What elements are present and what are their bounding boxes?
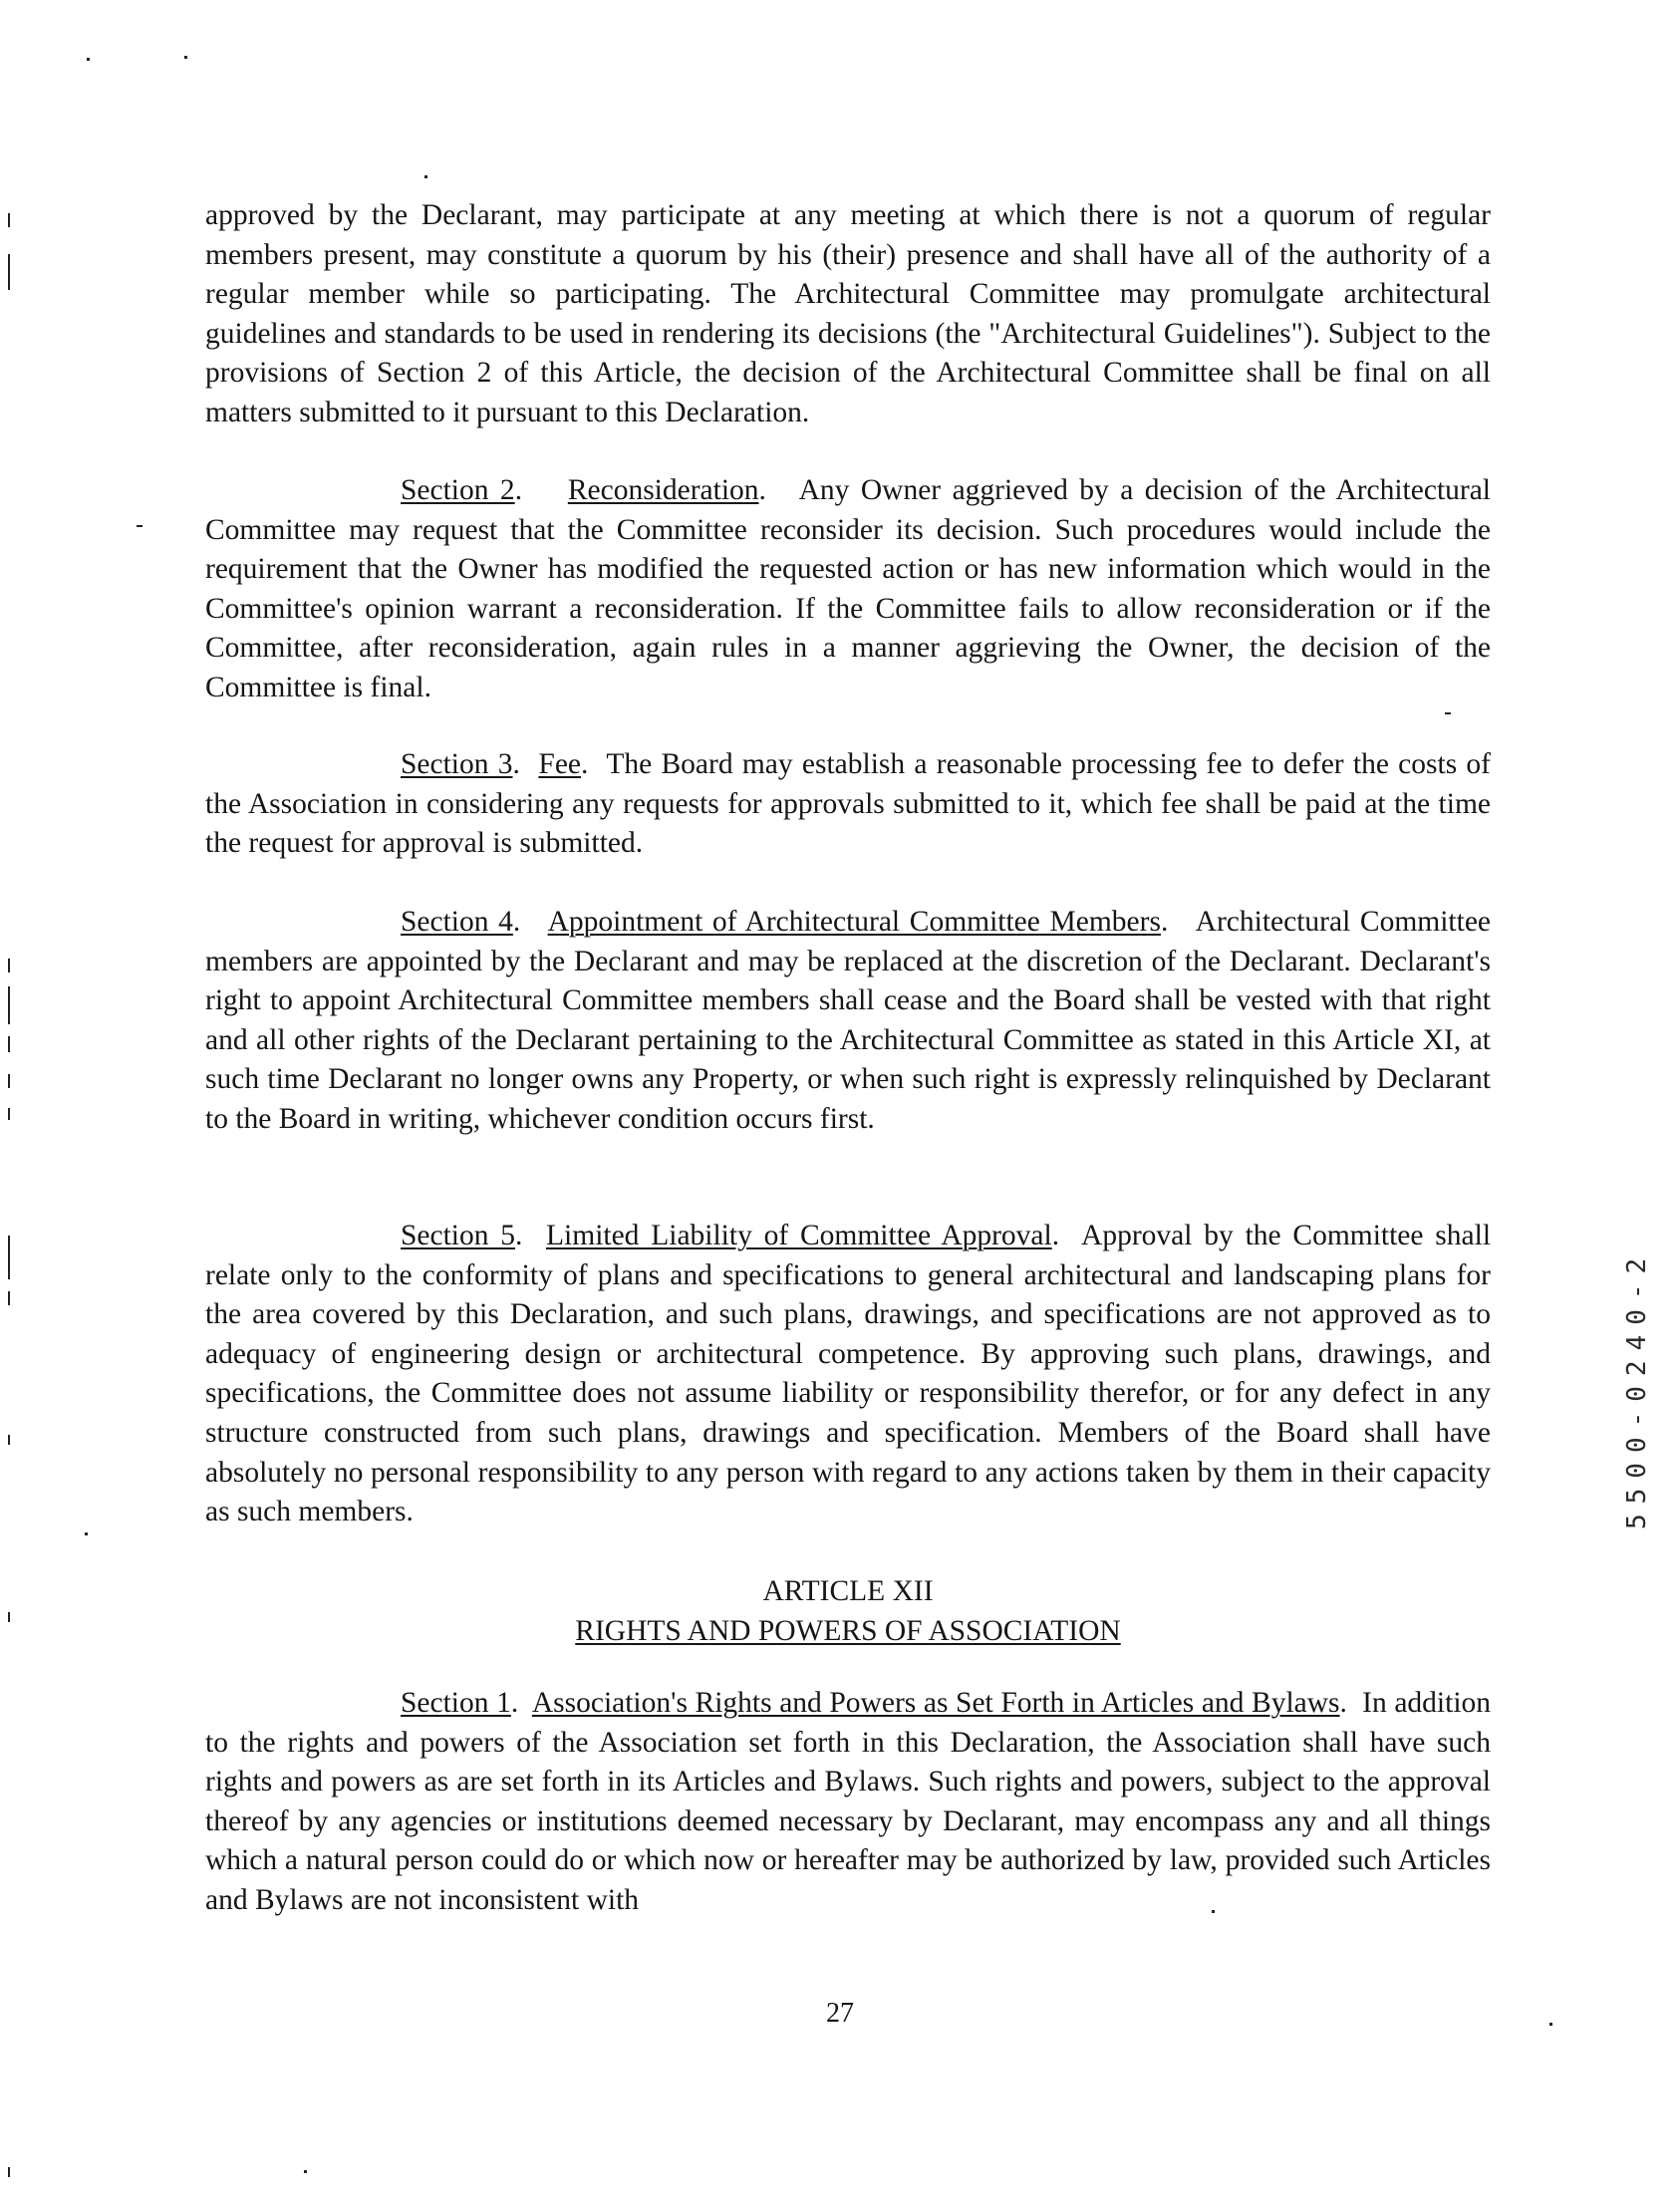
scan-mark xyxy=(8,213,10,227)
section-text: In addition to the rights and powers of the Association set forth in this Declaration, the Association shall have such rights and powers as are set forth in its Articles and Bylaws. Such rights and powers, subject to the approval thereof by any agencies or institutions deemed necessary by Declarant, may encompass any and all things which a natural person could do or which now or hereafter may be authorized by law, provided such Articles and Bylaws are not inconsistent with xyxy=(205,1687,1492,1916)
section-label: Section 1 xyxy=(401,1687,511,1719)
scan-mark xyxy=(8,1036,10,1052)
section-label: Section 2 xyxy=(401,474,515,506)
scan-mark xyxy=(1212,1910,1215,1913)
scan-mark xyxy=(87,58,90,61)
scan-mark xyxy=(8,986,10,1024)
scan-mark xyxy=(184,56,187,59)
scan-mark xyxy=(8,1074,10,1088)
article-section-1-paragraph: Section 1. Association's Rights and Powers as Set Forth in Articles and Bylaws. In addition to the rights and powers of the Association set forth in this Declaration, the Association shall have such rights and powers as are set forth in its Articles and Bylaws. Such rights and powers, subject to the approval thereof by any agencies or institutions deemed necessary by Declarant, may encompass any and all things which a natural person could do or which now or hereafter may be authorized by law, provided such Articles and Bylaws are not inconsistent with xyxy=(205,1687,1492,1916)
section-label: Section 5 xyxy=(401,1220,516,1251)
section-title: Fee xyxy=(538,748,581,780)
section-title: Limited Liability of Committee Approval xyxy=(546,1220,1052,1251)
scan-mark xyxy=(8,959,10,972)
side-stamp-number xyxy=(1614,1181,1654,1529)
scan-mark xyxy=(1549,2023,1552,2026)
article-number: ARTICLE XII xyxy=(762,1575,934,1607)
section-label: Section 4 xyxy=(401,906,513,938)
section-title: Appointment of Architectural Committee Members xyxy=(547,906,1161,938)
page-number: 27 xyxy=(826,1998,854,2029)
section-text: Approval by the Committee shall relate only to the conformity of plans and specifications to general architectural and landscaping plans for the area covered by this Declaration, and such plans, drawings, and specifications are not approved as to adequacy of engineering design or architectural competence. By approving such plans, drawings, and specifications, the Committee does not assume liability or responsibility therefor, or for any defect in any structure constructed from such plans, drawings and specification. Members of the Board shall have absolutely no personal responsibility to any person with regard to any actions taken by them in their capacity as such members. xyxy=(205,1220,1492,1528)
section-label: Section 3 xyxy=(401,748,513,780)
scan-mark xyxy=(8,1236,10,1279)
scan-mark xyxy=(8,254,10,290)
scan-mark xyxy=(8,1108,10,1120)
scan-mark xyxy=(85,1532,88,1535)
scan-mark xyxy=(8,1612,10,1622)
scan-mark xyxy=(304,2170,307,2173)
scan-mark xyxy=(1445,712,1451,714)
article-title-text: RIGHTS AND POWERS OF ASSOCIATION xyxy=(575,1615,1121,1647)
side-stamp-text: 5500-0240-2 xyxy=(1622,1247,1652,1529)
scan-mark xyxy=(8,1291,10,1305)
scan-mark xyxy=(137,525,142,527)
scan-mark xyxy=(8,2167,10,2177)
section-title: Reconsideration xyxy=(567,474,759,506)
section-3-paragraph: Section 3. Fee. The Board may establish a reasonable processing fee to defer the costs of the Association in considering any requests for approvals submitted to it, which fee shall be paid at the time the request for approval is submitted. xyxy=(205,748,1492,860)
article-title xyxy=(205,1611,1491,1651)
section-4-paragraph: Section 4. Appointment of Architectural Committee Members. Architectural Committee members are appointed by the Declarant and may be replaced at the discretion of the Declarant. Declarant's right to appoint Architectural Committee members shall cease and the Board shall be vested with that right and all other rights of the Declarant pertaining to the Architectural Committee as stated in this Article XI, at such time Declarant no longer owns any Property, or when such right is expressly relinquished by Declarant to the Board in writing, whichever condition occurs first. xyxy=(205,906,1492,1135)
paragraph-continuation xyxy=(205,196,1491,433)
section-5-paragraph: Section 5. Limited Liability of Committee Approval. Approval by the Committee shall relate only to the conformity of plans and specifications to general architectural and landscaping plans for the area covered by this Declaration, and such plans, drawings, and specifications are not approved as to adequacy of engineering design or architectural competence. By approving such plans, drawings, and specifications, the Committee does not assume liability or responsibility therefor, or for any defect in any structure constructed from such plans, drawings and specification. Members of the Board shall have absolutely no personal responsibility to any person with regard to any actions taken by them in their capacity as such members. xyxy=(205,1220,1492,1528)
section-2-paragraph: Section 2. Reconsideration. Any Owner aggrieved by a decision of the Architectural Committee may request that the Committee reconsider its decision. Such procedures would include the requirement that the Owner has modified the requested action or has new information which would in the Committee's opinion warrant a reconsideration. If the Committee fails to allow reconsideration or if the Committee, after reconsideration, again rules in a manner aggrieving the Owner, the decision of the Committee is final. xyxy=(205,474,1492,703)
scan-mark xyxy=(8,1435,10,1445)
section-text: The Board may establish a reasonable processing fee to defer the costs of the Association in considering any requests for approvals submitted to it, which fee shall be paid at the time the request for approval is submitted. xyxy=(205,748,1492,860)
paragraph-text: approved by the Declarant, may participate at any meeting at which there is not a quorum of regular members present, may constitute a quorum by his (their) presence and shall have all of the authority of a regular member while so participating. The Architectural Committee may promulgate architectural guidelines and standards to be used in rendering its decisions (the "Architectural Guidelines"). Subject to the provisions of Section 2 of this Article, the decision of the Architectural Committee shall be final on all matters submitted to it pursuant to this Declaration. xyxy=(205,199,1491,428)
section-title: Association's Rights and Powers as Set Forth in Articles and Bylaws xyxy=(531,1687,1340,1719)
section-text: Architectural Committee members are appointed by the Declarant and may be replaced at the discretion of the Declarant. Declarant's right to appoint Architectural Committee members shall cease and the Board shall be vested with that right and all other rights of the Declarant pertaining to the Architectural Committee as stated in this Article XI, at such time Declarant no longer owns any Property, or when such right is expressly relinquished by Declarant to the Board in writing, whichever condition occurs first. xyxy=(205,906,1492,1135)
section-text: Any Owner aggrieved by a decision of the Architectural Committee may request that the Committee reconsider its decision. Such procedures would include the requirement that the Owner has modified the requested action or has new information which would in the Committee's opinion warrant a reconsideration. If the Committee fails to allow reconsideration or if the Committee, after reconsideration, again rules in a manner aggrieving the Owner, the decision of the Committee is final. xyxy=(205,474,1492,703)
scan-mark xyxy=(424,175,427,178)
